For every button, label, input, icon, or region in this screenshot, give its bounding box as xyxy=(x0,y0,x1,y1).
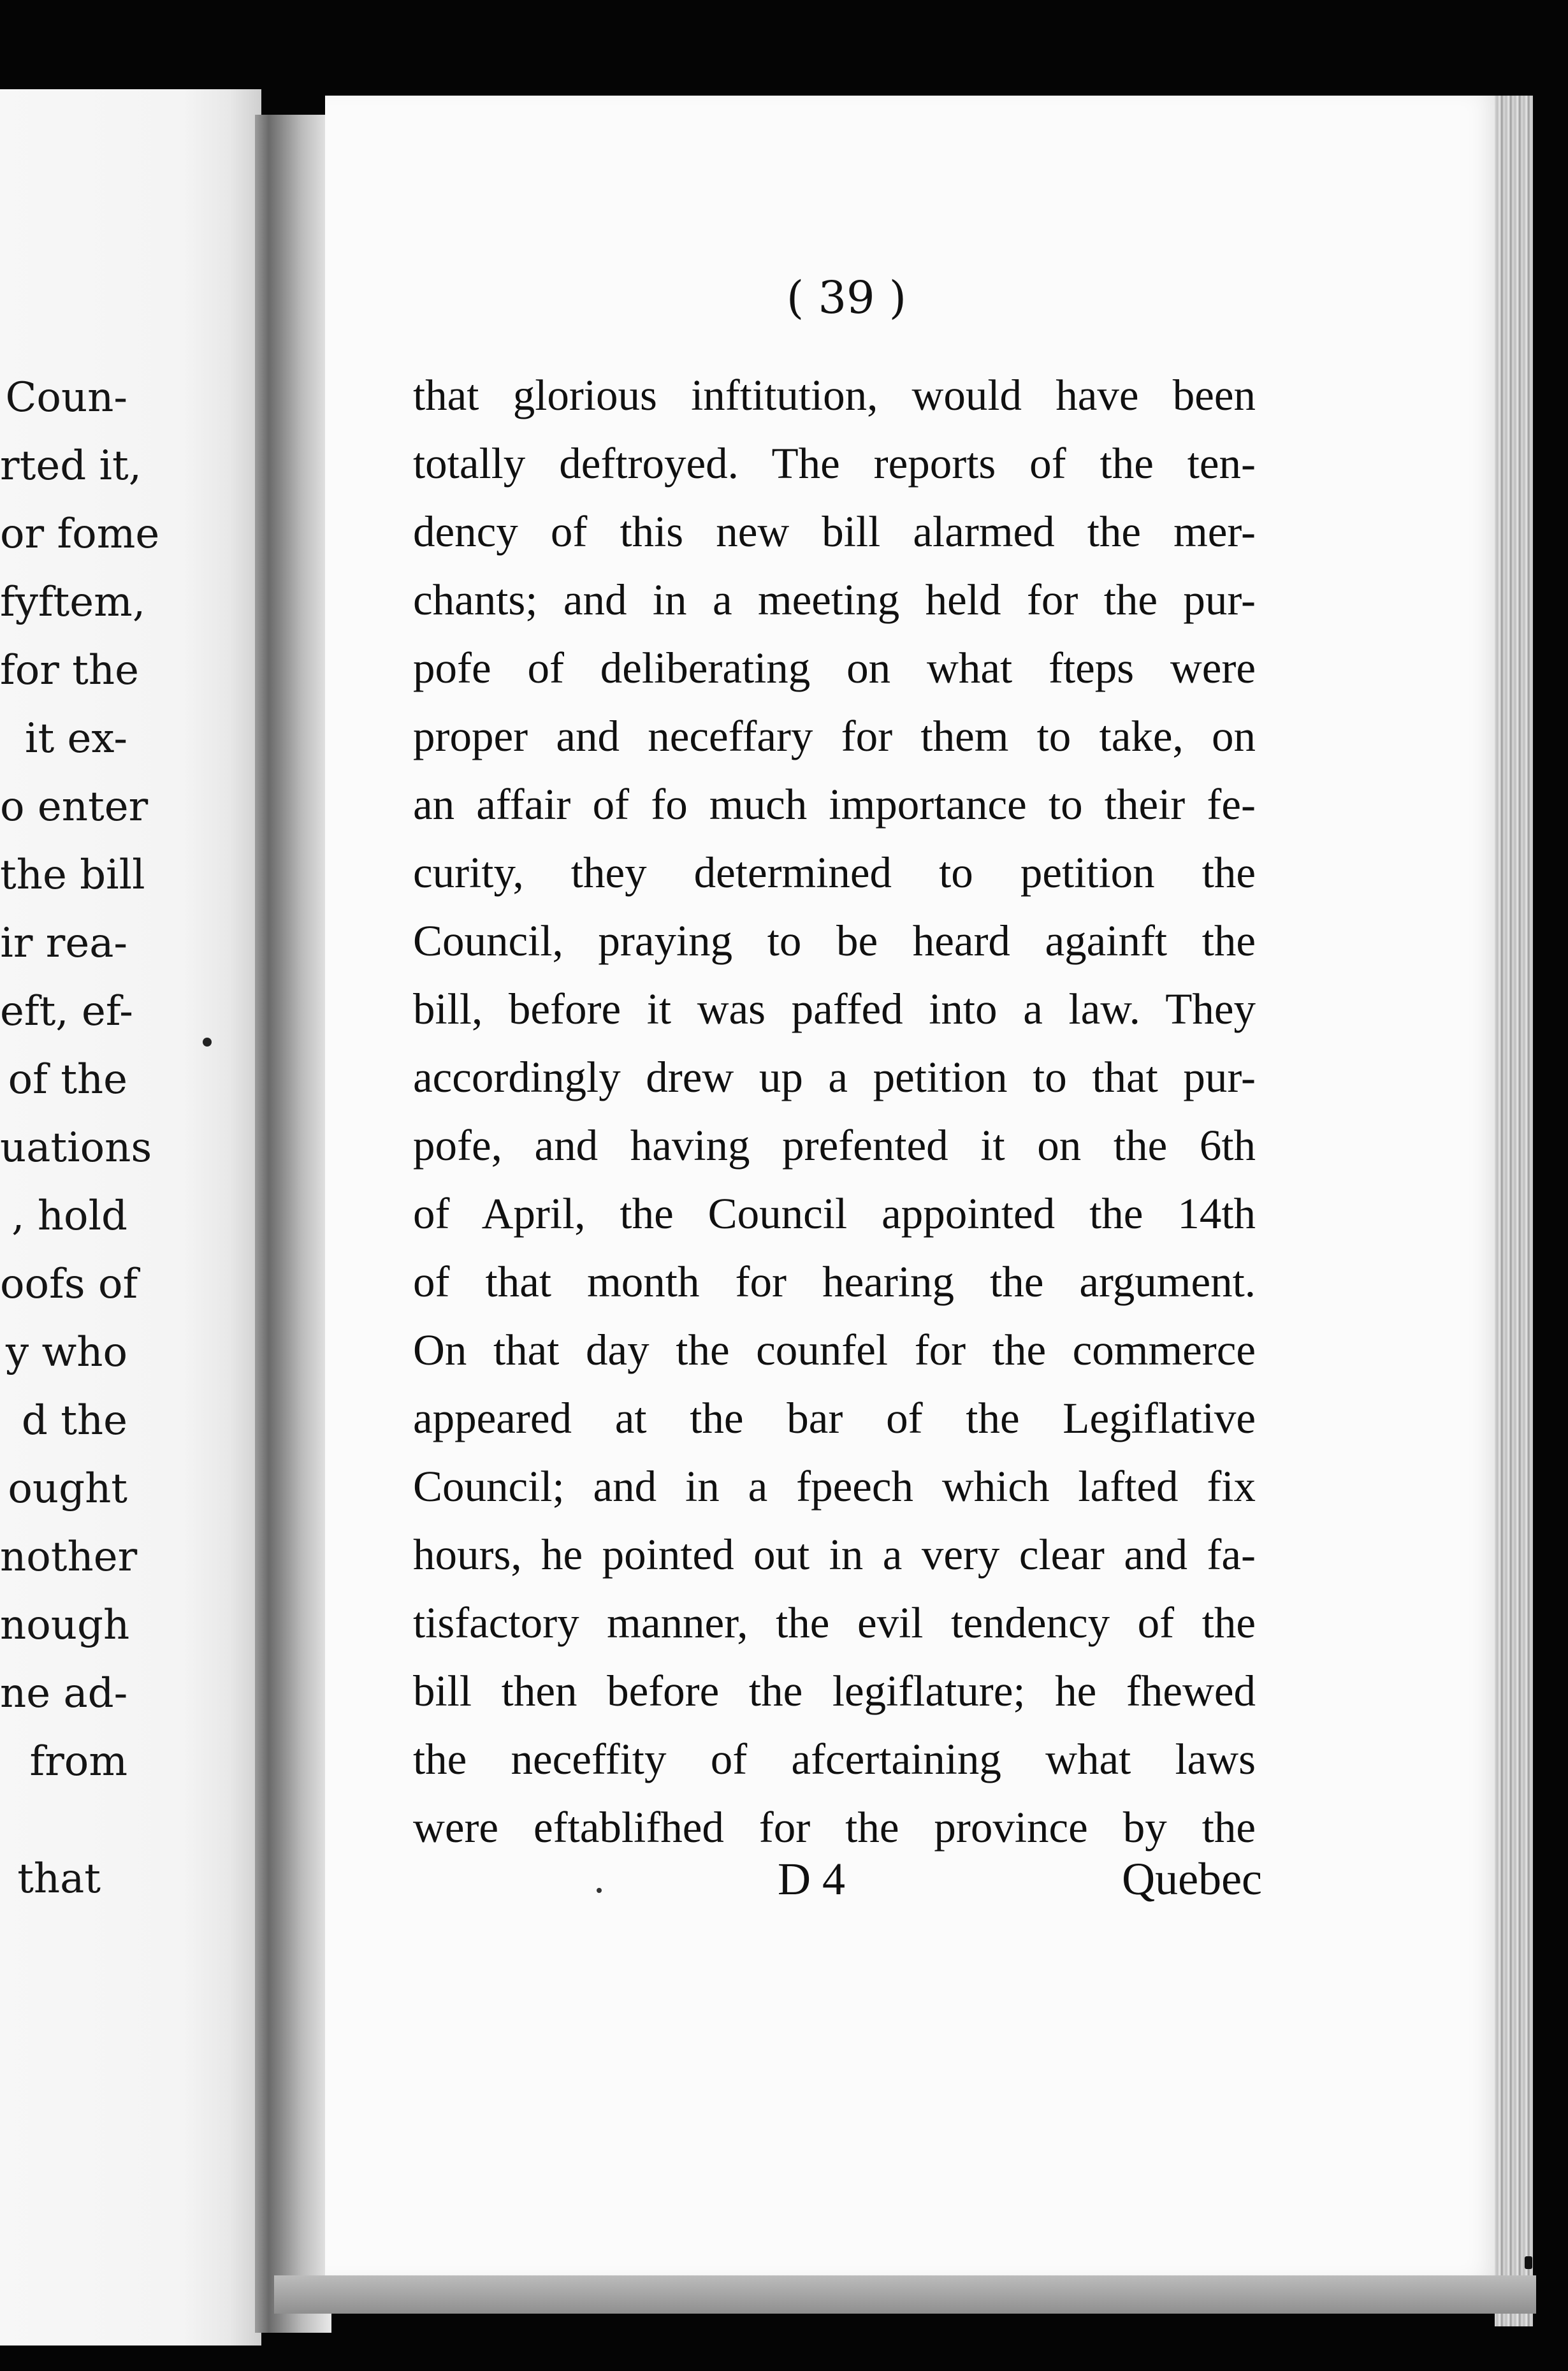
page-edges xyxy=(1495,96,1533,2326)
text-line: chants; and in a meeting held for the pur- xyxy=(413,576,1256,624)
left-page-catchword: that xyxy=(17,1855,101,1903)
page-footer xyxy=(778,1853,1262,1913)
left-page-line: nough xyxy=(0,1602,130,1649)
book-gutter xyxy=(255,115,331,2333)
text-line: dency of this new bill alarmed the mer- xyxy=(413,507,1256,556)
text-line: the neceffity of afcertaining what laws xyxy=(413,1735,1256,1783)
text-line: of April, the Council appointed the 14th xyxy=(413,1189,1256,1238)
left-page-line: of the xyxy=(8,1056,127,1103)
left-page-line: uations xyxy=(0,1124,152,1171)
ink-speck xyxy=(1525,2256,1532,2269)
left-page-line: ir rea- xyxy=(0,920,127,967)
left-page-line: it ex- xyxy=(25,715,127,762)
left-page-line: or fome xyxy=(0,511,160,558)
left-page-line: Coun- xyxy=(5,374,127,421)
left-page-line: ne ad- xyxy=(0,1670,128,1717)
left-page xyxy=(0,89,261,2346)
text-line: that glorious inftitution, would have been xyxy=(413,371,1256,419)
left-page-line: oofs of xyxy=(0,1261,138,1308)
left-page-line: nother xyxy=(0,1534,138,1581)
body-text xyxy=(413,370,1256,1870)
text-line: tisfactory manner, the evil tendency of the xyxy=(413,1599,1256,1647)
left-page-line: fyftem, xyxy=(0,579,146,626)
text-line: were eftablifhed for the province by the xyxy=(413,1803,1256,1852)
left-page-line: o enter xyxy=(0,783,149,830)
text-line: appeared at the bar of the Legiflative xyxy=(413,1394,1256,1442)
text-line: bill then before the legiflature; he fhewed xyxy=(413,1667,1256,1715)
text-line: Council, praying to be heard againft the xyxy=(413,917,1256,965)
text-line: On that day the counfel for the commerce xyxy=(413,1326,1256,1374)
text-line: of that month for hearing the argument. xyxy=(413,1258,1256,1306)
left-page-line: , hold xyxy=(11,1193,127,1240)
catchword: Quebec xyxy=(1122,1853,1262,1904)
page-bottom-edge xyxy=(274,2275,1536,2314)
signature-mark: D 4 xyxy=(778,1853,845,1904)
left-page-line: y who xyxy=(5,1329,127,1376)
gutter-mark xyxy=(203,1038,212,1047)
left-page-line: rted it, xyxy=(0,442,142,489)
left-page-line: from xyxy=(29,1738,127,1785)
text-line: totally deftroyed. The reports of the ten- xyxy=(413,439,1256,488)
text-line: accordingly drew up a petition to that pur- xyxy=(413,1053,1256,1101)
text-line: pofe, and having prefented it on the 6th xyxy=(413,1121,1256,1170)
text-line: hours, he pointed out in a very clear and fa- xyxy=(413,1530,1256,1579)
text-line: Council; and in a fpeech which lafted fix xyxy=(413,1462,1256,1511)
left-page-line: ought xyxy=(8,1465,127,1512)
ink-speck xyxy=(597,1888,602,1893)
text-line: curity, they determined to petition the xyxy=(413,848,1256,897)
text-line: proper and neceffary for them to take, on xyxy=(413,712,1256,760)
text-line: bill, before it was paffed into a law. They xyxy=(413,985,1256,1033)
left-page-line: the bill xyxy=(0,852,145,899)
page-number: ( 39 ) xyxy=(786,272,907,324)
left-page-line: for the xyxy=(0,647,139,694)
text-line: pofe of deliberating on what fteps were xyxy=(413,644,1256,692)
left-page-line: eft, ef- xyxy=(0,988,133,1035)
text-line: an affair of fo much importance to their fe- xyxy=(413,780,1256,829)
left-page-line: d the xyxy=(21,1397,127,1444)
